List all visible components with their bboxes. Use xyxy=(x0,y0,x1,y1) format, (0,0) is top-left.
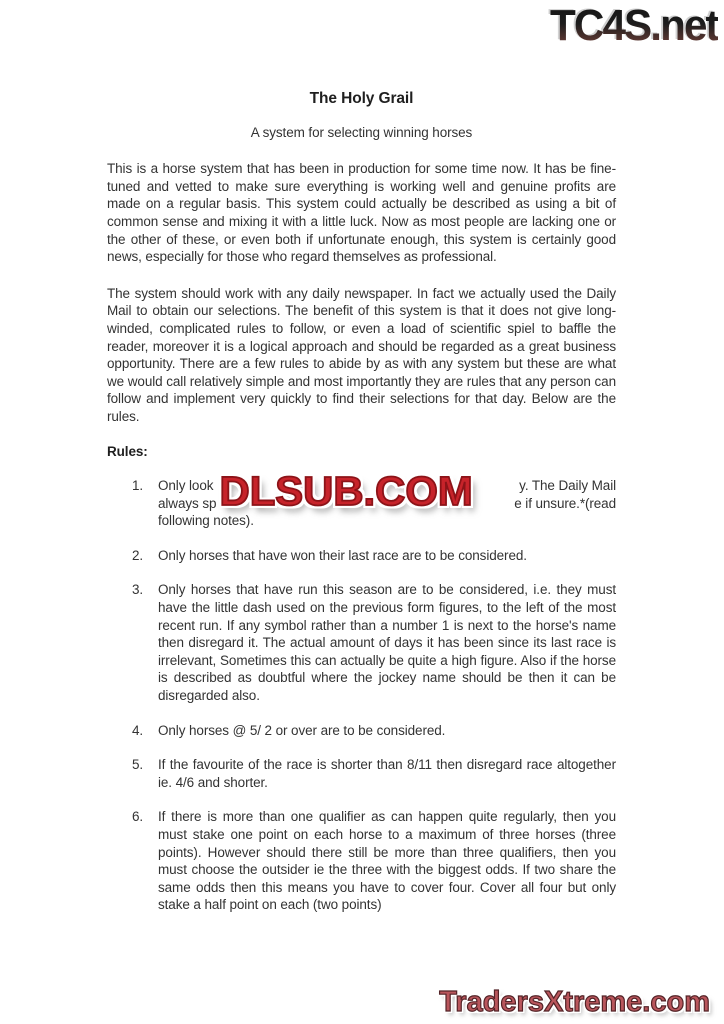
rule-text: Only horses @ 5/ 2 or over are to be considered. xyxy=(158,722,446,738)
rule1-line1-right: y. The Daily Mail xyxy=(519,478,616,494)
dlsub-watermark: DLSUB.COM xyxy=(219,468,473,515)
rules-heading: Rules: xyxy=(107,443,148,459)
rule-number: 4. xyxy=(132,722,144,738)
rule-number: 1. xyxy=(132,478,144,494)
rule-number: 3. xyxy=(132,582,144,598)
tradersxtreme-logo: TradersXtreme.com xyxy=(439,986,710,1018)
page-title: The Holy Grail xyxy=(309,90,414,107)
rule-text: If there is more than one qualifier as can happen quite regularly, then you must stake one point on each horse to a maximum of three horses (three points). However should there still be more than three qualifiers, then you must choose the outsider ie the three with the biggest odds. If two share the same odds then this means you have to cover four. Cover all four but only stake a half point on each (two points) xyxy=(158,809,616,913)
rules-list xyxy=(107,468,616,914)
tc4s-logo: TC4S.net xyxy=(550,1,718,50)
page-subtitle: A system for selecting winning horses xyxy=(250,124,473,140)
rule1-line1-left: Only look xyxy=(158,478,214,494)
rule-number: 6. xyxy=(132,809,144,825)
rule-item-2 xyxy=(107,547,616,565)
rule-item-6 xyxy=(107,808,616,914)
rule-text xyxy=(158,468,616,530)
rule1-line2-left: always sp xyxy=(158,495,217,511)
paragraph-intro: This is a horse system that has been in production for some time now. It has be fine-tuned and vetted to make sure everything is working well and genuine profits are made on a regular basis. This system could actually be described as using a bit of common sense and mixing it with a little luck. Now as most people are lacking one or the other of these, or even both if unfortunate enough, this system is certainly good news, especially for those who regard themselves as professional. xyxy=(107,161,616,265)
rule-text: Only horses that have won their last race are to be considered. xyxy=(158,547,527,563)
rule1-line3: following notes). xyxy=(158,513,254,529)
rule-number: 2. xyxy=(132,547,144,563)
document-content xyxy=(107,90,616,931)
paragraph-system: The system should work with any daily newspaper. In fact we actually used the Daily Mail to obtain our selections. The benefit of this system is that it does not give long-winded, complicated rules to follow, or even a load of scientific spiel to baffle the reader, moreover it is a logical approach and should be regarded as a great business opportunity. There are a few rules to abide by as with any system but these are what we would call relatively simple and most importantly they are rules that any person can follow and implement very quickly to find their selections for that day. Below are the rules. xyxy=(107,285,616,424)
rule-text: Only horses that have run this season are to be considered, i.e. they must have the little dash used on the previous form figures, to the left of the most recent run. If any symbol rather than a number 1 is next to the horse's name then disregard it. The actual amount of days it has been since its last race is irrelevant, Sometimes this can actually be quite a high figure. Also if the horse is described as doubtful where the jockey name should be then it can be disregarded also. xyxy=(158,582,616,704)
rule-item-5 xyxy=(107,756,616,791)
rule1-line2-right: e if unsure.*(read xyxy=(514,495,616,511)
rule-item-4 xyxy=(107,722,616,740)
rule-number: 5. xyxy=(132,757,144,773)
rule-item-3 xyxy=(107,581,616,704)
rule-text: If the favourite of the race is shorter than 8/11 then disregard race altogether ie. 4/6 and shorter. xyxy=(158,757,616,790)
rule-item-1 xyxy=(107,468,616,530)
